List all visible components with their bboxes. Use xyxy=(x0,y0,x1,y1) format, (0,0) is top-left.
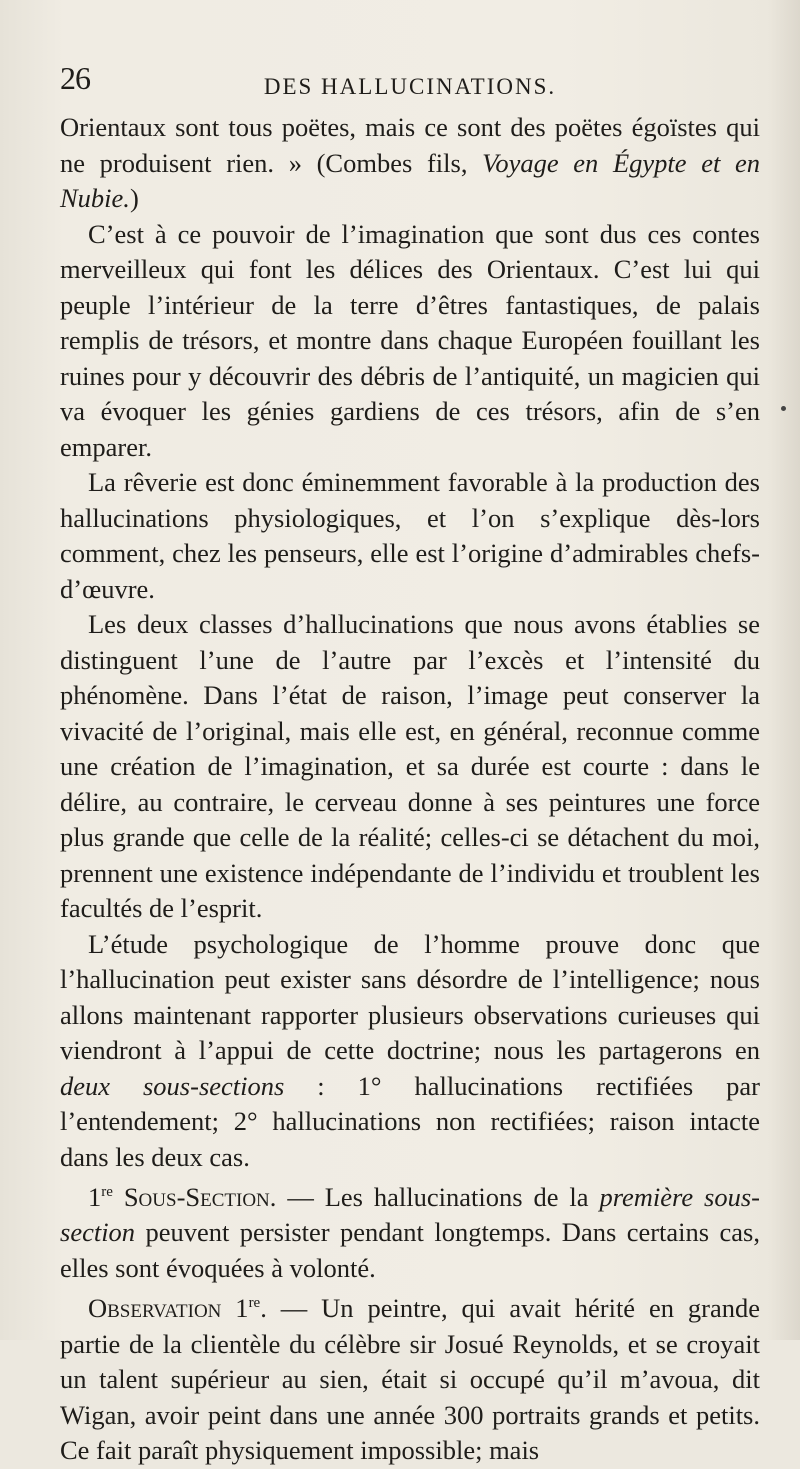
paragraph-5 xyxy=(60,927,760,1176)
paragraph-1-text: Orientaux sont tous poëtes, mais ce sont des poëtes égoïstes qui ne produisent rien. » (Combes fils, xyxy=(60,112,760,178)
page-number: 26 xyxy=(60,60,90,96)
page-header xyxy=(60,60,740,110)
paragraph-7 xyxy=(60,1286,760,1468)
paragraph-7-text: . — Un peintre, qui avait hérité en grande partie de la clientèle du célèbre sir Josué Reynolds, et se croyait un talent supérieur au sien, était si occupé qu’il m’avoua, dit Wigan, avoir peint dans une année 300 portraits grands et petits. Ce fait paraît physiquement impossible; mais xyxy=(60,1293,760,1466)
paragraph-5-text: L’étude psychologique de l’homme prouve donc que l’hallucination peut exister sans désordre de l’intelligence; nous allons maintenant rapporter plusieurs observations curieuses qui viendront à l’appui de cette doctrine; nous les partagerons en xyxy=(60,928,760,1065)
running-head: DES HALLUCINATIONS. xyxy=(263,74,557,99)
observation-heading-suffix: re xyxy=(248,1295,261,1312)
paragraph-5-text-end: : 1° hallucinations rectifiées par l’entendement; 2° hallucinations non rectifiées; raison intacte dans les deux cas. xyxy=(60,1070,760,1172)
paragraph-1 xyxy=(60,110,760,217)
section-ordinal-suffix: re xyxy=(101,1184,113,1200)
paragraph-6 xyxy=(60,1175,760,1286)
observation-heading: Observation 1 xyxy=(88,1293,249,1324)
paragraph-6-text: — Les hallucinations de la xyxy=(276,1181,600,1212)
paragraph-2: C’est à ce pouvoir de l’imagination que sont dus ces contes merveilleux qui font les délices des Orientaux. C’est lui qui peuple l’intérieur de la terre d’êtres fantastiques, de palais remplis de trésors, et montre dans chaque Européen fouillant les ruines pour y découvrir des débris de l’antiquité, un magicien qui va évoquer les génies gardiens de ces trésors, afin de s’en emparer. xyxy=(60,218,760,462)
paragraph-1-close: ) xyxy=(129,183,139,213)
paragraph-4: Les deux classes d’hallucinations que nous avons établies se distinguent l’une de l’autre par l’excès et l’intensité du phénomène. Dans l’état de raison, l’image peut conserver la vivacité de l’original, mais elle est, en général, reconnue comme une création de l’imagination, et sa durée est courte : dans le délire, au contraire, le cerveau donne à ses peintures une force plus grande que celle de la réalité; celles-ci se détachent du moi, prennent une existence indépendante de l’individu et troublent les facultés de l’esprit. xyxy=(60,609,760,923)
citation-title: Voyage en Égypte et en Nubie. xyxy=(60,147,760,213)
section-heading: Sous-Section. xyxy=(112,1181,277,1212)
paragraph-6-text-end: peuvent persister pendant longtemps. Dans certains cas, elles sont évoquées à volonté. xyxy=(60,1217,760,1283)
paragraph-3: La rêverie est donc éminemment favorable à la production des hallucinations physiologiques, et l’on s’explique dès-lors comment, chez les penseurs, elle est l’origine d’admirables chefs-d’œuvre. xyxy=(60,467,760,604)
section-ordinal: 1 xyxy=(88,1181,102,1212)
margin-mark xyxy=(781,406,786,411)
body-text xyxy=(60,110,760,1469)
italic-phrase-2: première sous-section xyxy=(60,1181,760,1248)
italic-phrase: deux sous-sections xyxy=(60,1070,285,1101)
